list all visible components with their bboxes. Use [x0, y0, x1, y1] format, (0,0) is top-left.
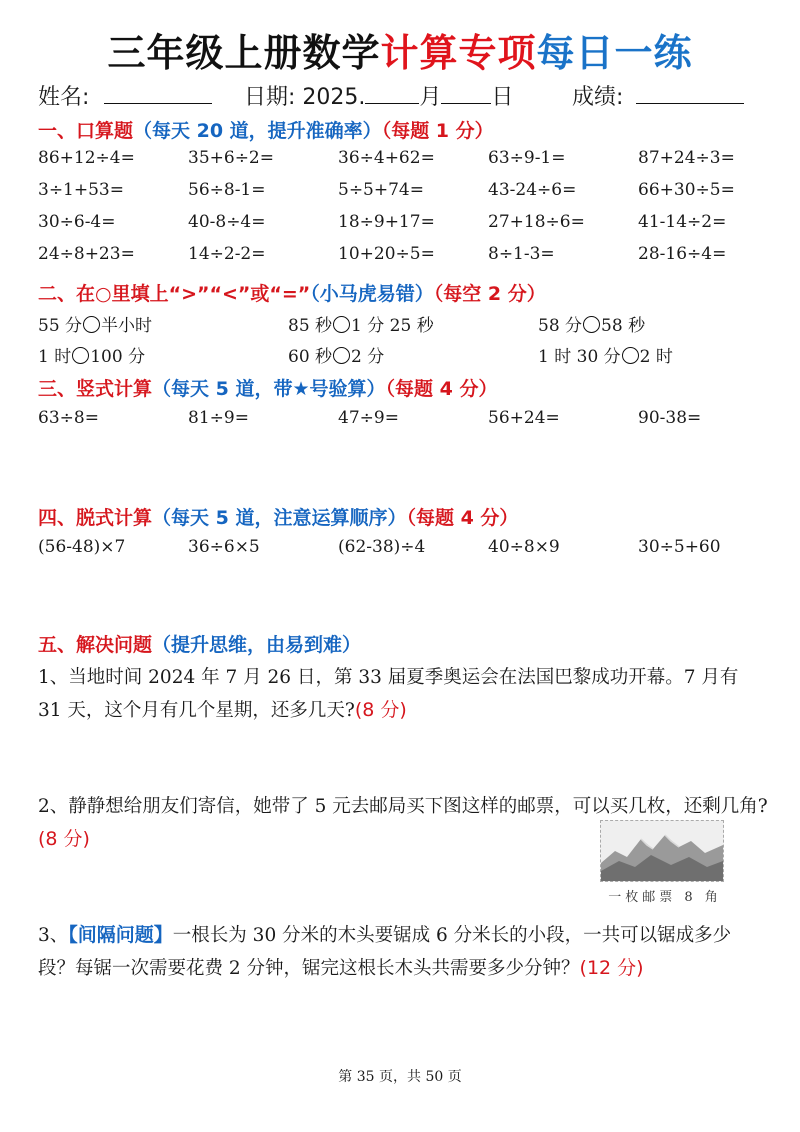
compare-left: 60 秒: [288, 347, 333, 367]
oral-calc-item: 30÷6-4=: [38, 212, 116, 232]
problem-3-score: (12 分): [579, 957, 644, 979]
compare-left: 55 分: [38, 316, 83, 336]
oral-calc-item: 43-24÷6=: [488, 180, 577, 200]
stepwise-calc-item: 40÷8×9: [488, 537, 560, 557]
score-field: [572, 80, 744, 111]
section-3-heading: [38, 374, 497, 401]
answer-circle-icon[interactable]: [583, 316, 600, 333]
oral-calc-item: 66+30÷5=: [638, 180, 735, 200]
answer-circle-icon[interactable]: [622, 347, 639, 364]
section-4-heading: [38, 503, 518, 530]
problem-1: [38, 661, 763, 727]
stepwise-calc-item: (56-48)×7: [38, 537, 126, 557]
section-1-note: （每天 20 道，提升准确率）: [133, 120, 382, 142]
name-blank[interactable]: [104, 85, 212, 104]
oral-calc-item: 28-16÷4=: [638, 244, 727, 264]
score-label: 成绩:: [572, 85, 624, 110]
name-label: 姓名:: [38, 85, 90, 110]
oral-calc-item: 14÷2-2=: [188, 244, 266, 264]
compare-item: [288, 342, 384, 367]
oral-calc-item: 10+20÷5=: [338, 244, 435, 264]
stepwise-calc-item: 36÷6×5: [188, 537, 260, 557]
name-field: [38, 80, 212, 111]
answer-circle-icon[interactable]: [333, 347, 350, 364]
stamp-caption: 一枚邮票 8 角: [608, 890, 722, 905]
oral-calc-item: 35+6÷2=: [188, 148, 274, 168]
compare-right: 100 分: [90, 347, 146, 367]
oral-calc-item: 56÷8-1=: [188, 180, 266, 200]
title-part-1: 三年级上册数学: [107, 31, 381, 75]
oral-calc-item: 63÷9-1=: [488, 148, 566, 168]
stepwise-calc-item: (62-38)÷4: [338, 537, 426, 557]
vertical-calc-item: 81÷9=: [188, 408, 249, 428]
compare-right: 2 时: [639, 347, 673, 367]
problem-3-tag: 【间隔问题】: [68, 924, 173, 946]
compare-item: [288, 311, 434, 336]
compare-left: 1 时 30 分: [538, 347, 621, 367]
compare-right: 1 分 25 秒: [351, 316, 434, 336]
compare-left: 58 分: [538, 316, 583, 336]
answer-circle-icon[interactable]: [333, 316, 350, 333]
compare-left: 1 时: [38, 347, 72, 367]
section-2-points: （每空 2 分）: [433, 283, 546, 305]
vertical-calc-item: 56+24=: [488, 408, 560, 428]
answer-circle-icon[interactable]: [72, 347, 89, 364]
section-2-title: 二、在○里填上“>”“<”或“=”: [38, 283, 311, 305]
problem-1-score: (8 分): [354, 699, 407, 721]
answer-circle-icon[interactable]: [83, 316, 100, 333]
title-part-2: 计算专项: [380, 31, 537, 75]
compare-right: 半小时: [101, 316, 153, 336]
compare-right: 2 分: [351, 347, 385, 367]
section-1-points: （每题 1 分）: [381, 120, 494, 142]
oral-calc-item: 40-8÷4=: [188, 212, 266, 232]
month-label: 月: [419, 85, 442, 110]
section-2-heading: [38, 279, 546, 306]
oral-calc-item: 3÷1+53=: [38, 180, 124, 200]
month-blank[interactable]: [365, 85, 419, 104]
day-blank[interactable]: [441, 85, 491, 104]
compare-item: [538, 311, 645, 336]
compare-left: 85 秒: [288, 316, 333, 336]
section-3-title: 三、竖式计算: [38, 378, 153, 400]
mountain-stamp-icon: [601, 821, 723, 881]
section-5-note: （提升思维，由易到难）: [152, 634, 362, 656]
day-label: 日: [491, 85, 514, 110]
compare-item: [38, 311, 152, 336]
section-4-points: （每题 4 分）: [406, 507, 519, 529]
section-4-note: （每天 5 道，注意运算顺序）: [152, 507, 407, 529]
problem-3: [38, 919, 763, 985]
vertical-calc-item: 47÷9=: [338, 408, 399, 428]
compare-item: [538, 342, 673, 367]
stamp-image: [600, 820, 724, 882]
section-4-title: 四、脱式计算: [38, 507, 153, 529]
score-blank[interactable]: [636, 85, 744, 104]
date-label: 日期: 2025.: [244, 85, 366, 110]
problem-2-score: (8 分): [38, 828, 90, 850]
section-3-points: （每题 4 分）: [385, 378, 498, 400]
oral-calc-item: 8÷1-3=: [488, 244, 555, 264]
problem-2-text: 2、静静想给朋友们寄信，她带了 5 元去邮局买下图这样的邮票，可以买几枚，还剩几角?: [38, 796, 768, 817]
compare-right: 58 秒: [601, 316, 646, 336]
section-1-heading: [38, 116, 494, 143]
section-5-title: 五、解决问题: [38, 634, 153, 656]
section-1-title: 一、口算题: [38, 120, 134, 142]
date-field: [244, 80, 513, 111]
section-3-note: （每天 5 道，带★号验算）: [152, 378, 386, 400]
vertical-calc-item: 63÷8=: [38, 408, 99, 428]
oral-calc-item: 87+24÷3=: [638, 148, 735, 168]
section-2-note: （小马虎易错）: [310, 283, 434, 305]
oral-calc-item: 5÷5+74=: [338, 180, 424, 200]
page-title: [0, 22, 800, 77]
oral-calc-item: 24÷8+23=: [38, 244, 135, 264]
oral-calc-item: 86+12÷4=: [38, 148, 135, 168]
oral-calc-item: 27+18÷6=: [488, 212, 585, 232]
stepwise-calc-item: 30÷5+60: [638, 537, 721, 557]
vertical-calc-item: 90-38=: [638, 408, 702, 428]
problem-3-text: 一根长为 30 分米的木头要锯成 6 分米长的小段，一共可以锯成多少段？每锯一次需要花费 2 分钟，锯完这根长木头共需要多少分钟？: [38, 925, 732, 979]
page-footer: 第 35 页，共 50 页: [338, 1069, 462, 1085]
oral-calc-item: 18÷9+17=: [338, 212, 435, 232]
problem-1-text: 1、当地时间 2024 年 7 月 26 日，第 33 届夏季奥运会在法国巴黎成功开幕。7 月有 31 天，这个月有几个星期，还多几天?: [38, 667, 739, 721]
oral-calc-item: 41-14÷2=: [638, 212, 727, 232]
oral-calc-item: 36÷4+62=: [338, 148, 435, 168]
section-5-heading: [38, 630, 361, 657]
title-part-3: 每日一练: [536, 31, 693, 75]
compare-item: [38, 342, 145, 367]
problem-3-number: 3、: [38, 925, 69, 946]
